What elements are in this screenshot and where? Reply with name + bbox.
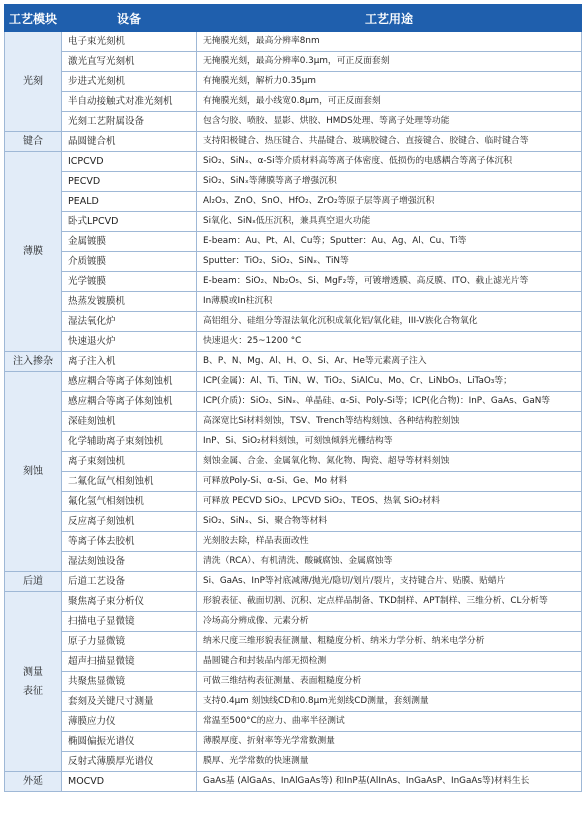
process-cell: SiO₂、SiNₓ、α-Si等介质材料高等离子体密度、低损伤的电感耦合等离子体沉积 xyxy=(197,152,582,172)
equipment-cell: 超声扫描显微镜 xyxy=(62,652,197,672)
table-row xyxy=(5,752,582,772)
table-row xyxy=(5,712,582,732)
process-cell: E-beam：SiO₂、Nb₂O₅、Si、MgF₂等，可镀增透膜、高反膜、ITO、截止滤光片等 xyxy=(197,272,582,292)
process-cell: Si氧化、SiNₓ低压沉积，兼具真空退火功能 xyxy=(197,212,582,232)
equipment-cell: 光刻工艺附属设备 xyxy=(62,112,197,132)
process-cell: Al₂O₃、ZnO、SnO、HfO₂、ZrO₂等原子层等离子增强沉积 xyxy=(197,192,582,212)
process-cell: ICP(金属)：Al、Ti、TiN、W、TiO₂、SiAlCu、Mo、Cr、LiNbO₃、LiTaO₃等； xyxy=(197,372,582,392)
equipment-cell: PECVD xyxy=(62,172,197,192)
process-cell: 可释放Poly-Si、α-Si、Ge、Mo 材料 xyxy=(197,472,582,492)
equipment-cell: 晶圆键合机 xyxy=(62,132,197,152)
equipment-cell: 离子注入机 xyxy=(62,352,197,372)
table-row xyxy=(5,732,582,752)
table-row xyxy=(5,772,582,792)
equipment-cell: 激光直写光刻机 xyxy=(62,52,197,72)
equipment-cell: 光学镀膜 xyxy=(62,272,197,292)
table-row xyxy=(5,612,582,632)
equipment-cell: 反射式薄膜厚光谱仪 xyxy=(62,752,197,772)
equipment-cell: 步进式光刻机 xyxy=(62,72,197,92)
module-cell: 刻蚀 xyxy=(5,372,62,572)
table-row xyxy=(5,92,582,112)
equipment-cell: 感应耦合等离子体刻蚀机 xyxy=(62,372,197,392)
table-row xyxy=(5,112,582,132)
table-row xyxy=(5,512,582,532)
process-cell: ICP(介质)：SiO₂、SiNₓ、单晶硅、α-Si、Poly-Si等；ICP(化合物)：InP、GaAs、GaN等 xyxy=(197,392,582,412)
table-row xyxy=(5,252,582,272)
process-cell: SiO₂、SiNₓ等薄膜等离子增强沉积 xyxy=(197,172,582,192)
equipment-cell: 深硅刻蚀机 xyxy=(62,412,197,432)
equipment-cell: 半自动接触式对准光刻机 xyxy=(62,92,197,112)
process-cell: Si、GaAs、InP等衬底减薄/抛光/隐切/划片/裂片，支持键合片、贴膜、贴蜡片 xyxy=(197,572,582,592)
equipment-cell: 金属镀膜 xyxy=(62,232,197,252)
process-cell: 晶圆键合和封装品内部无损检测 xyxy=(197,652,582,672)
module-cell: 注入掺杂 xyxy=(5,352,62,372)
equipment-cell: 二氟化氙气相刻蚀机 xyxy=(62,472,197,492)
process-cell: 清洗（RCA）、有机清洗、酸碱腐蚀、金属腐蚀等 xyxy=(197,552,582,572)
table-row xyxy=(5,72,582,92)
table-row xyxy=(5,312,582,332)
table-row xyxy=(5,692,582,712)
process-cell: 薄膜厚度、折射率等光学常数测量 xyxy=(197,732,582,752)
equipment-cell: 热蒸发镀膜机 xyxy=(62,292,197,312)
equipment-cell: 椭圆偏振光谱仪 xyxy=(62,732,197,752)
equipment-cell: 电子束光刻机 xyxy=(62,32,197,52)
module-cell: 薄膜 xyxy=(5,152,62,352)
process-cell: 快速退火：25~1200 °C xyxy=(197,332,582,352)
process-cell: 可释放 PECVD SiO₂、LPCVD SiO₂、TEOS、热氧 SiO₂材料 xyxy=(197,492,582,512)
table-row xyxy=(5,152,582,172)
table-row xyxy=(5,392,582,412)
table-row xyxy=(5,232,582,252)
equipment-cell: 卧式LPCVD xyxy=(62,212,197,232)
process-cell: 有掩膜光刻，最小线宽0.8μm，可正反面套刻 xyxy=(197,92,582,112)
equipment-cell: ICPCVD xyxy=(62,152,197,172)
equipment-cell: 等离子体去胶机 xyxy=(62,532,197,552)
process-cell: 光刻胶去除，样品表面改性 xyxy=(197,532,582,552)
table-row xyxy=(5,592,582,612)
process-cell: E-beam：Au、Pt、Al、Cu等；Sputter：Au、Ag、Al、Cu、Ti等 xyxy=(197,232,582,252)
table-row xyxy=(5,552,582,572)
table-row xyxy=(5,32,582,52)
equipment-cell: 湿法刻蚀设备 xyxy=(62,552,197,572)
equipment-cell: 氟化氢气相刻蚀机 xyxy=(62,492,197,512)
table-header xyxy=(5,5,582,32)
equipment-cell: 介质镀膜 xyxy=(62,252,197,272)
table-row xyxy=(5,472,582,492)
equipment-cell: 化学辅助离子束刻蚀机 xyxy=(62,432,197,452)
process-cell: Sputter：TiO₂、SiO₂、SiNₓ、TiN等 xyxy=(197,252,582,272)
table-row xyxy=(5,192,582,212)
process-cell: 无掩膜光刻，最高分辨率0.3μm，可正反面套刻 xyxy=(197,52,582,72)
process-cell: InP、Si、SiO₂材料刻蚀，可刻蚀倾斜光栅结构等 xyxy=(197,432,582,452)
process-cell: 冷场高分辨成像、元素分析 xyxy=(197,612,582,632)
process-cell: 有掩膜光刻，解析力0.35μm xyxy=(197,72,582,92)
process-cell: 膜厚、光学常数的快速测量 xyxy=(197,752,582,772)
table-row xyxy=(5,412,582,432)
equipment-cell: 反应离子刻蚀机 xyxy=(62,512,197,532)
table-row xyxy=(5,452,582,472)
process-cell: 纳米尺度三维形貌表征测量、粗糙度分析、纳米力学分析、纳米电学分析 xyxy=(197,632,582,652)
equipment-cell: 套刻及关键尺寸测量 xyxy=(62,692,197,712)
process-cell: B、P、N、Mg、Al、H、O、Si、Ar、He等元素离子注入 xyxy=(197,352,582,372)
process-table-container xyxy=(4,4,581,792)
equipment-cell: 感应耦合等离子体刻蚀机 xyxy=(62,392,197,412)
table-row xyxy=(5,212,582,232)
module-cell: 测量 表征 xyxy=(5,592,62,772)
table-row xyxy=(5,492,582,512)
table-row xyxy=(5,132,582,152)
table-row xyxy=(5,632,582,652)
process-cell: 支持阳极键合、热压键合、共晶键合、玻璃胶键合、直接键合、胶键合、临时键合等 xyxy=(197,132,582,152)
process-cell: 高铝组分、硅组分等湿法氧化沉积成氧化铝/氧化硅，III-V族化合物氧化 xyxy=(197,312,582,332)
process-cell: 常温至500°C的应力、曲率半径测试 xyxy=(197,712,582,732)
header-process: 工艺用途 xyxy=(197,5,582,32)
table-row xyxy=(5,432,582,452)
process-cell: SiO₂、SiNₓ、Si、聚合物等材料 xyxy=(197,512,582,532)
process-cell: 包含匀胶、喷胶、显影、烘胶、HMDS处理、等离子处理等功能 xyxy=(197,112,582,132)
table-row xyxy=(5,572,582,592)
table-row xyxy=(5,532,582,552)
equipment-cell: 湿法氧化炉 xyxy=(62,312,197,332)
process-cell: 支持0.4μm 刻蚀线CD和0.8μm光刻线CD测量，套刻测量 xyxy=(197,692,582,712)
process-cell: GaAs基 (AlGaAs、InAlGaAs等) 和InP基(AlInAs、InGaAsP、InGaAs等)材料生长 xyxy=(197,772,582,792)
header-module: 工艺模块 xyxy=(5,5,62,32)
equipment-cell: 后道工艺设备 xyxy=(62,572,197,592)
process-cell: 刻蚀金属、合金、金属氧化物、氮化物、陶瓷、超导等材料刻蚀 xyxy=(197,452,582,472)
module-cell: 外延 xyxy=(5,772,62,792)
equipment-cell: MOCVD xyxy=(62,772,197,792)
table-body xyxy=(5,32,582,792)
process-table xyxy=(4,4,582,792)
process-cell: 形貌表征、截面切割、沉积、定点样品制备、TKD制样、APT制样、三维分析、CL分析等 xyxy=(197,592,582,612)
equipment-cell: 薄膜应力仪 xyxy=(62,712,197,732)
table-row xyxy=(5,652,582,672)
module-cell: 键合 xyxy=(5,132,62,152)
table-row xyxy=(5,292,582,312)
table-row xyxy=(5,352,582,372)
equipment-cell: 快速退火炉 xyxy=(62,332,197,352)
equipment-cell: 聚焦离子束分析仪 xyxy=(62,592,197,612)
table-row xyxy=(5,332,582,352)
equipment-cell: PEALD xyxy=(62,192,197,212)
table-row xyxy=(5,52,582,72)
table-row xyxy=(5,372,582,392)
process-cell: 可做三维结构表征测量、表面粗糙度分析 xyxy=(197,672,582,692)
equipment-cell: 扫描电子显微镜 xyxy=(62,612,197,632)
equipment-cell: 离子束刻蚀机 xyxy=(62,452,197,472)
table-row xyxy=(5,172,582,192)
module-cell: 光刻 xyxy=(5,32,62,132)
equipment-cell: 共聚焦显微镜 xyxy=(62,672,197,692)
table-row xyxy=(5,272,582,292)
header-equipment: 设备 xyxy=(62,5,197,32)
process-cell: In薄膜或In柱沉积 xyxy=(197,292,582,312)
process-cell: 无掩膜光刻，最高分辨率8nm xyxy=(197,32,582,52)
equipment-cell: 原子力显微镜 xyxy=(62,632,197,652)
process-cell: 高深宽比Si材料刻蚀，TSV、Trench等结构刻蚀、各种结构腔刻蚀 xyxy=(197,412,582,432)
module-cell: 后道 xyxy=(5,572,62,592)
table-row xyxy=(5,672,582,692)
